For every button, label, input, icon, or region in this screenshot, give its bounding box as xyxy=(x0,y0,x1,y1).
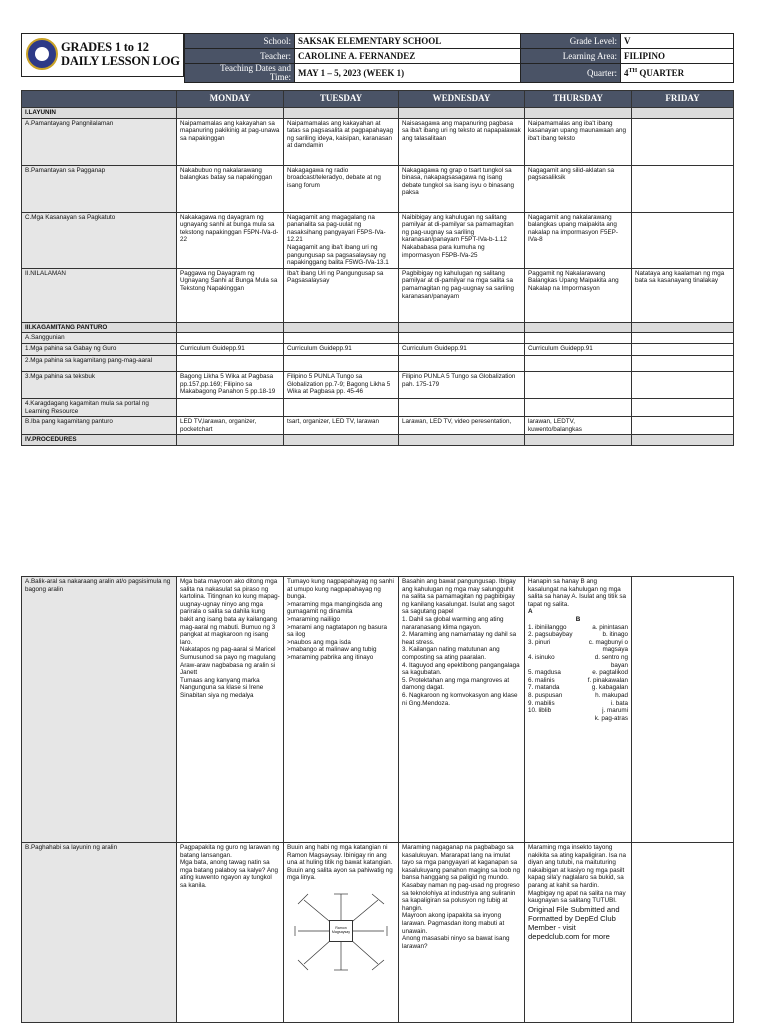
matching-pair xyxy=(528,692,628,700)
cell-wednesday: Larawan, LED TV, video peresentation, xyxy=(399,417,525,435)
matching-item-b: k. pag-atras xyxy=(594,714,628,722)
cell-wednesday: Filipino PUNLA 5 Tungo sa Globalization pah. 175-179 xyxy=(399,371,525,398)
row-label: II.NILALAMAN xyxy=(22,268,177,322)
day-header-row xyxy=(22,91,734,108)
cell-wednesday: Nakagagawa ng grap o tsart tungkol sa binasa, nakapagsasagawa ng isang debate tungkol sa isang isyu o binasang paksa xyxy=(399,165,525,212)
cell-tuesday xyxy=(284,398,399,416)
cell-monday: Nakabubuo ng nakalarawang balangkas batay sa napakinggan xyxy=(177,165,284,212)
table-row xyxy=(22,118,734,165)
cell-tuesday xyxy=(284,435,399,446)
lesson-log-header xyxy=(21,33,733,82)
cell-monday: Naipamamalas ang kakayahan sa mapanuring pakikinig at pag-unawa sa napakinggan xyxy=(177,118,284,165)
cell-monday xyxy=(177,355,284,371)
day-header-wednesday: WEDNESDAY xyxy=(399,91,525,108)
matching-list xyxy=(528,624,628,723)
matching-item-a: 1. ibiniilanggo xyxy=(528,623,567,631)
cell-wednesday: Naisasagawa ang mapanuring pagbasa sa iba't ibang uri ng teksto at napapalawak ang talasalitaan xyxy=(399,118,525,165)
character-web-diagram xyxy=(292,888,390,976)
cell-friday xyxy=(632,322,734,333)
cell-friday xyxy=(632,343,734,355)
matching-item-b: g. kabagalan xyxy=(591,684,628,692)
cell-wednesday: Basahin ang bawat pangungusap. Ibigay ang kahulugan ng mga may salungguhit na salita sa pamamagitan ng pagbibigay ng kanilang kasalungat. Isulat ang sagot sa sagutang papel 1. Dahil sa global warming ang ating nararanasang klima ngayon. 2. Maraming ang namamatay ng dahil sa heat stress. 3. Kailangan nating matutunan ang composting sa ating paaralan. 4. Itaguyod ang epektibong pangangalaga sa kagubatan. 5. Protektahan ang mga mangroves at damong dagat. 6. Nagkaroon ng komvokasyon ang klase ni Gng.Mendoza. xyxy=(399,577,525,843)
quarter-value: 4TH QUARTER xyxy=(621,64,734,83)
matching-item-a: 3. pinuri xyxy=(528,638,551,646)
cell-thursday xyxy=(525,843,632,1023)
table-row xyxy=(22,398,734,416)
quarter-label: Quarter: xyxy=(521,64,621,83)
cell-thursday: Nagagamit ang silid-aklatan sa pagsasaliksik xyxy=(525,165,632,212)
matching-item-a: 7. matanda xyxy=(528,684,560,692)
title-line2: DAILY LESSON LOG xyxy=(61,54,180,68)
matching-item-a: 2. pagsubaybay xyxy=(528,631,573,639)
table-row xyxy=(22,268,734,322)
table-row xyxy=(22,843,734,1023)
cell-thursday: Curriculum Guidepp.91 xyxy=(525,343,632,355)
cell-monday: Pagpapakita ng guro ng larawan ng batang lansangan. Mga bata, anong tawag natin sa mga batang palaboy sa kalye? Ang ating kuwento ngayon ay tungkol sa kanila. xyxy=(177,843,284,1023)
cell-friday xyxy=(632,417,734,435)
cell-tuesday: tsart, organizer, LED TV, larawan xyxy=(284,417,399,435)
row-label: C.Mga Kasanayan sa Pagkatuto xyxy=(22,212,177,268)
matching-pair xyxy=(528,684,628,692)
table-row xyxy=(22,108,734,119)
cell-wednesday: Maraming nagaganap na pagbabago sa kasalukuyan. Mararapat lang na imulat tayo sa mga pangyayari at kaganapan sa kasalukuyang panahon maging sa loob ng bansa hanggang sa paligid ng mundo. Kasabay naman ng pag-usad ng progreso sa teknolohiya at industriya ang suliranin sa kapaligiran sa polusyon ng tubig at hangin. Mayroon akong ipapakita sa inyong larawan. Pagmasdan itong mabuti at unawain. Anong masasabi ninyo sa bawat isang larawan? xyxy=(399,843,525,1023)
header-title xyxy=(61,40,180,68)
area-label: Learning Area: xyxy=(521,49,621,64)
cell-thursday xyxy=(525,577,632,843)
matching-pair xyxy=(528,677,628,685)
cell-thursday xyxy=(525,398,632,416)
row-label: A.Balik-aral sa nakaraang aralin at/o pagsisimula ng bagong aralin xyxy=(22,577,177,843)
day-header-friday: FRIDAY xyxy=(632,91,734,108)
header-logo-box xyxy=(21,33,184,77)
cell-monday xyxy=(177,398,284,416)
matching-item-a: 10. liblib xyxy=(528,707,552,715)
row-label: B.Iba pang kagamitang panturo xyxy=(22,417,177,435)
matching-item-a: 8. puspusan xyxy=(528,691,563,699)
matching-pair xyxy=(528,700,628,708)
cell-thursday xyxy=(525,333,632,344)
matching-item-a: 4. isinuko xyxy=(528,653,555,661)
teacher-label: Teacher: xyxy=(185,49,295,64)
matching-instructions: Hanapin sa hanay B ang kasalungat na kahulugan ng mga salita sa hanay A. Isulat ang titik sa tapat ng salita. xyxy=(528,578,627,608)
cell-monday: Curriculum Guidepp.91 xyxy=(177,343,284,355)
lesson-plan-table xyxy=(21,90,734,446)
table-row xyxy=(22,165,734,212)
matching-item-b: d. sentro ng bayan xyxy=(594,653,628,669)
cell-tuesday: Curriculum Guidepp.91 xyxy=(284,343,399,355)
cell-monday: Bagong Likha 5 Wika at Pagbasa pp.157,pp.169; Filipino sa Makabagong Panahon 5 pp.18-19 xyxy=(177,371,284,398)
matching-item-b: j. marumi xyxy=(602,707,628,715)
cell-tuesday xyxy=(284,322,399,333)
row-label: A.Pamantayang Pangnilalaman xyxy=(22,118,177,165)
matching-item-b: c. magbunyi o magsaya xyxy=(588,638,628,654)
table-row xyxy=(22,355,734,371)
cell-wednesday: Curriculum Guidepp.91 xyxy=(399,343,525,355)
row-label: B.Pamantayan sa Pagganap xyxy=(22,165,177,212)
cell-thursday xyxy=(525,108,632,119)
cell-wednesday: Pagbibigay ng kahulugan ng salitang pamilyar at di-pamilyar na mga salita sa pamamagitan ng pag-uugnay sa sariling karanasan/panayam xyxy=(399,268,525,322)
cell-friday xyxy=(632,165,734,212)
cell-thursday: Paggamit ng Nakalarawang Balangkas Upang Maipakita ang Nakalap na Impormasyon xyxy=(525,268,632,322)
procedures-table xyxy=(21,576,734,1023)
cell-wednesday xyxy=(399,355,525,371)
cell-thursday-text: Maraming mga insekto tayong nakikita sa ating kapaligiran. Isa na diyan ang tutubi, na maituturing nakaibigan at kasiyo ng mga pasilt kapag sila'y naglalaro sa bukid, sa parang at kahit sa hardin. Magbigay ng apat na salita na may kaugnayan sa salitang TUTUBI. xyxy=(528,844,627,905)
matching-pair xyxy=(528,624,628,632)
column-b-heading: B xyxy=(575,615,581,623)
cell-monday: Nakakagawa ng dayagram ng ugnayang sanhi at bunga mula sa tekstong napakinggan F5PN-IVa-d-22 xyxy=(177,212,284,268)
cell-wednesday xyxy=(399,435,525,446)
row-label: 4.Karagdagang kagamitan mula sa portal ng Learning Resource xyxy=(22,398,177,416)
cell-monday xyxy=(177,322,284,333)
cell-tuesday: Tumayo kung nagpapahayag ng sanhi at umupo kung nagpapahayag ng bunga. >maraming mga mangingisda ang gumagamit ng dinamita >maraming nailiigo >marami ang nagtatapon ng basura sa ilog >naubos ang mga isda >mabango at malinaw ang tubig >maraming pabrika ang itinayo xyxy=(284,577,399,843)
header-info-grid xyxy=(184,33,734,83)
school-value: SAKSAK ELEMENTARY SCHOOL xyxy=(295,34,521,49)
cell-wednesday xyxy=(399,108,525,119)
cell-friday xyxy=(632,398,734,416)
cell-friday xyxy=(632,355,734,371)
deped-seal-icon xyxy=(26,38,58,70)
table-row xyxy=(22,577,734,843)
day-header-monday: MONDAY xyxy=(177,91,284,108)
cell-friday xyxy=(632,843,734,1023)
row-label: 1.Mga pahina sa Gabay ng Guro xyxy=(22,343,177,355)
cell-thursday xyxy=(525,355,632,371)
cell-thursday: larawan, LEDTV, kuwento/balangkas xyxy=(525,417,632,435)
cell-monday xyxy=(177,435,284,446)
table-row xyxy=(22,333,734,344)
cell-friday xyxy=(632,212,734,268)
day-header-tuesday: TUESDAY xyxy=(284,91,399,108)
cell-monday: LED TV,larawan, organizer, pocketchart xyxy=(177,417,284,435)
matching-pair xyxy=(528,669,628,677)
matching-pair xyxy=(528,715,628,723)
column-a-heading: A xyxy=(528,608,533,616)
cell-monday: Mga bata mayroon ako ditong mga salita na nakasulat sa piraso ng kartolina. Titingnan ko kung mapag-uugnay-ugnay ninyo ang mga parirala o salita sa dahila kung bakit ang isang bata ay kailangang mag-aaral ng mabuti. Bumuo ng 3 pangkat at magkaroon ng isang laro. Nakatapos ng pag-aaral si Maricel Sumusunod sa payo ng magulang Araw-araw nagbabasa ng aralin si Janett Tumaas ang kanyang marka Nangunguna sa klase si Irene Sinabitan siya ng medalya xyxy=(177,577,284,843)
school-label: School: xyxy=(185,34,295,49)
cell-friday xyxy=(632,371,734,398)
cell-monday: Paggawa ng Dayagram ng Ugnayang Sanhi at Bunga Mula sa Tekstong Napakinggan xyxy=(177,268,284,322)
cell-friday xyxy=(632,118,734,165)
matching-pair xyxy=(528,654,628,669)
teacher-value: CAROLINE A. FERNANDEZ xyxy=(295,49,521,64)
row-label: B.Paghahabi sa layunin ng aralin xyxy=(22,843,177,1023)
matching-item-a: 6. malinis xyxy=(528,676,555,684)
cell-thursday: Naipamamalas ang iba't ibang kasanayan upang maunawaan ang iba't ibang teksto xyxy=(525,118,632,165)
dates-label: Teaching Dates and Time: xyxy=(185,64,295,83)
title-line1: GRADES 1 to 12 xyxy=(61,40,149,54)
cell-wednesday: Naibibigay ang kahulugan ng salitang pamilyar at di-pamilyar sa pamamagitan ng pag-uugnay sa sariling karanasan/panayam F5PT-IVa-b-1.12 Nakababasa para kumuha ng impormasyon F5PB-IVa-25 xyxy=(399,212,525,268)
matching-item-b: i. bata xyxy=(610,699,628,707)
cell-tuesday: Filipino 5 PUNLA Tungo sa Globalization pp.7-9; Bagong Likha 5 Wika at Pagbasa pp. 45-46 xyxy=(284,371,399,398)
cell-thursday xyxy=(525,435,632,446)
cell-monday xyxy=(177,333,284,344)
cell-wednesday xyxy=(399,322,525,333)
table-row xyxy=(22,322,734,333)
row-label: 2.Mga pahina sa kagamitang pang-mag-aaral xyxy=(22,355,177,371)
cell-thursday: Nagagamit ang nakalarawang balangkas upang maipakita ang nakalap na impormasyon F5EP-IVa-8 xyxy=(525,212,632,268)
row-label: A.Sanggunian xyxy=(22,333,177,344)
row-label: 3.Mga pahina sa teksbuk xyxy=(22,371,177,398)
cell-tuesday-text: Buuin ang habi ng mga katangian ni Ramon Magsaysay. Ibinigay rin ang una at huling titik ng bawat katangian. Buuin ang salita ayon sa pahiwatig ng mga linya. xyxy=(287,844,393,882)
dates-value: MAY 1 – 5, 2023 (WEEK 1) xyxy=(295,64,521,83)
cell-thursday xyxy=(525,322,632,333)
cell-tuesday xyxy=(284,333,399,344)
cell-tuesday xyxy=(284,355,399,371)
day-header-thursday: THURSDAY xyxy=(525,91,632,108)
cell-tuesday: Nakagagawa ng radio broadcast/teleradyo, debate at ng isang forum xyxy=(284,165,399,212)
grade-value: V xyxy=(621,34,734,49)
cell-tuesday: Naipamamalas ang kakayahan at tatas sa pagsasalita at pagpapahayag ng sariling ideya, kaisipan, karanasan at damdamin xyxy=(284,118,399,165)
table-row xyxy=(22,212,734,268)
cell-tuesday: Iba't ibang Uri ng Pangungusap sa Pagsasalaysay xyxy=(284,268,399,322)
row-label: III.KAGAMITANG PANTURO xyxy=(22,322,177,333)
diagram-center-label: Ramon Magsaysay xyxy=(329,920,353,942)
cell-friday xyxy=(632,435,734,446)
cell-friday xyxy=(632,577,734,843)
area-value: FILIPINO xyxy=(621,49,734,64)
cell-wednesday xyxy=(399,333,525,344)
matching-pair xyxy=(528,639,628,654)
table-row xyxy=(22,435,734,446)
matching-item-b: a. pinintasan xyxy=(592,623,628,631)
matching-item-b: e. pagtalikod xyxy=(592,669,628,677)
cell-monday xyxy=(177,108,284,119)
matching-pair xyxy=(528,707,628,715)
matching-item-b: b. itinago xyxy=(602,631,628,639)
cell-tuesday: Nagagamit ang magagalang na pananalita sa pag-uulat ng nasaksihang pangyayari F5PS-IVa-12.21 Nagagamit ang iba't ibang uri ng pangungusap sa pagsasalaysay ng napakinggang balita F5WG-IVa-13.1 xyxy=(284,212,399,268)
row-label: I.LAYUNIN xyxy=(22,108,177,119)
matching-item-a: 5. magdusa xyxy=(528,669,561,677)
cell-thursday xyxy=(525,371,632,398)
cell-wednesday xyxy=(399,398,525,416)
table-row xyxy=(22,343,734,355)
footer-note: Original File Submitted and Formatted by DepEd Club Member - visit depedclub.com for more xyxy=(528,904,620,941)
matching-item-b: f. pinakawalan xyxy=(587,676,628,684)
row-label: IV.PROCEDURES xyxy=(22,435,177,446)
table-row xyxy=(22,417,734,435)
cell-friday xyxy=(632,108,734,119)
cell-friday: Natataya ang kaalaman ng mga bata sa kasanayang tinalakay xyxy=(632,268,734,322)
matching-item-b: h. makupad xyxy=(595,691,628,699)
cell-tuesday xyxy=(284,843,399,1023)
table-row xyxy=(22,371,734,398)
cell-friday xyxy=(632,333,734,344)
matching-item-a: 9. mabilis xyxy=(528,699,555,707)
cell-tuesday xyxy=(284,108,399,119)
matching-pair xyxy=(528,631,628,639)
corner-cell xyxy=(22,91,177,108)
grade-label: Grade Level: xyxy=(521,34,621,49)
